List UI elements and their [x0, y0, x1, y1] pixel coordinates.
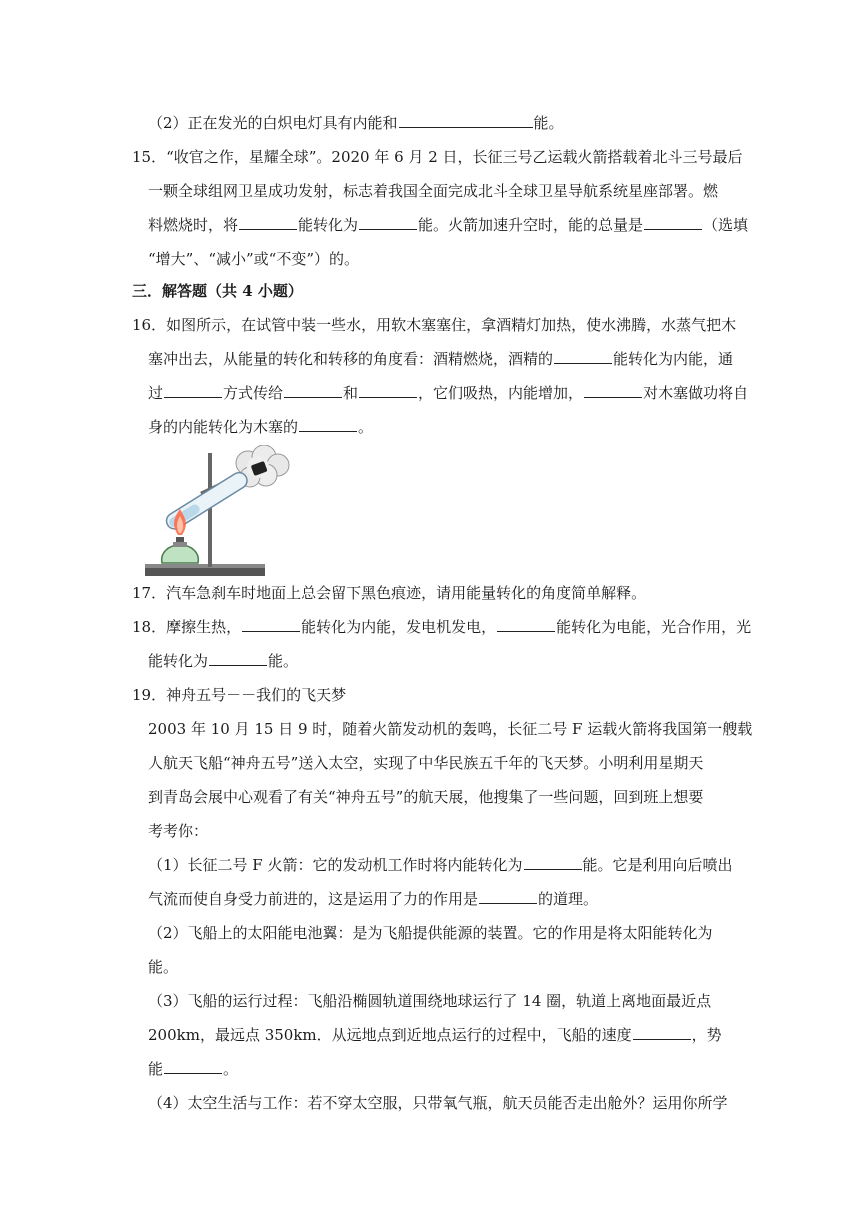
q16-line3: 过 方式传给 和 ，它们吸热，内能增加， 对木塞做功将自: [148, 384, 749, 402]
q15-line1: 15．“收官之作，星耀全球”。2020 年 6 月 2 日，长征三号乙运载火箭搭载着北斗三号最后: [132, 148, 743, 166]
q19-part1-line1: （1）长征二号 F 火箭：它的发动机工作时将内能转化为 能。它是利用向后喷出: [148, 856, 733, 874]
q15-line3: 料燃烧时，将 能转化为 能。火箭加速升空时，能的总量是 （选填: [148, 216, 749, 234]
answer-blank[interactable]: [209, 651, 267, 666]
stand-base: [145, 567, 265, 576]
q19-part3-line3: 能 。: [148, 1060, 239, 1078]
test-tube-experiment-figure: [140, 445, 340, 580]
answer-blank[interactable]: [239, 215, 297, 230]
q19-text-line3: 到青岛会展中心观看了有关“神舟五号”的航天展，他搜集了一些问题，回到班上想要: [148, 788, 704, 806]
q19-text-line4: 考考你：: [148, 822, 209, 840]
q16-line1: 16．如图所示，在试管中装一些水，用软木塞塞住，拿酒精灯加热，使水沸腾，水蒸气把木: [132, 316, 737, 334]
q17: 17．汽车急刹车时地面上总会留下黑色痕迹，请用能量转化的角度简单解释。: [132, 584, 647, 602]
q18-line1: 18．摩擦生热， 能转化为内能，发电机发电， 能转化为电能，光合作用，光: [132, 618, 752, 636]
answer-blank[interactable]: [164, 1059, 222, 1074]
section-heading: 三．解答题（共 4 小题）: [132, 282, 303, 300]
answer-blank[interactable]: [584, 383, 642, 398]
answer-blank[interactable]: [644, 215, 702, 230]
answer-blank[interactable]: [242, 617, 300, 632]
answer-blank[interactable]: [554, 349, 612, 364]
q19-part3-line2: 200km，最远点 350km．从远地点到近地点运行的过程中，飞船的速度 ，势: [148, 1026, 722, 1044]
answer-blank[interactable]: [299, 417, 357, 432]
q19-text-line1: 2003 年 10 月 15 日 9 时，随着火箭发动机的轰鸣，长征二号 F 运载火箭将我国第一艘载: [148, 720, 753, 738]
q19-text-line2: 人航天飞船“神舟五号”送入太空，实现了中华民族五千年的飞天梦。小明利用星期天: [148, 754, 704, 772]
answer-blank[interactable]: [524, 855, 582, 870]
answer-blank[interactable]: [399, 113, 533, 128]
q16-line4: 身的内能转化为木塞的 。: [148, 418, 374, 436]
q14-part2: （2）正在发光的白炽电灯具有内能和 能。: [148, 114, 564, 132]
answer-blank[interactable]: [479, 889, 537, 904]
q18-line2: 能转化为 能。: [148, 652, 299, 670]
q19-part3-line1: （3）飞船的运行过程：飞船沿椭圆轨道围绕地球运行了 14 圈，轨道上离地面最近点: [148, 992, 712, 1010]
q19-title: 19．神舟五号－－我们的飞天梦: [132, 686, 347, 704]
answer-blank[interactable]: [359, 383, 417, 398]
q15-line2: 一颗全球组网卫星成功发射，标志着我国全面完成北斗全球卫星导航系统星座部署。燃: [148, 182, 719, 200]
q15-line4: “增大”、“减小”或“不变”）的。: [148, 250, 360, 268]
q16-line2: 塞冲出去，从能量的转化和转移的角度看：酒精燃烧，酒精的 能转化为内能，通: [148, 350, 734, 368]
answer-blank[interactable]: [164, 383, 222, 398]
alcohol-lamp: [162, 537, 199, 563]
answer-blank[interactable]: [497, 617, 555, 632]
q19-part2-line1: （2）飞船上的太阳能电池翼：是为飞船提供能源的装置。它的作用是将太阳能转化为: [148, 924, 713, 942]
q19-part2-line2: 能。: [148, 958, 179, 976]
answer-blank[interactable]: [633, 1025, 691, 1040]
stand-rod: [208, 453, 212, 567]
q19-part4-line1: （4）太空生活与工作：若不穿太空服，只带氧气瓶，航天员能否走出舱外？运用你所学: [148, 1094, 728, 1112]
q19-part1-line2: 气流而使自身受力前进的，这是运用了力的作用是 的道理。: [148, 890, 599, 908]
answer-blank[interactable]: [359, 215, 417, 230]
answer-blank[interactable]: [284, 383, 342, 398]
